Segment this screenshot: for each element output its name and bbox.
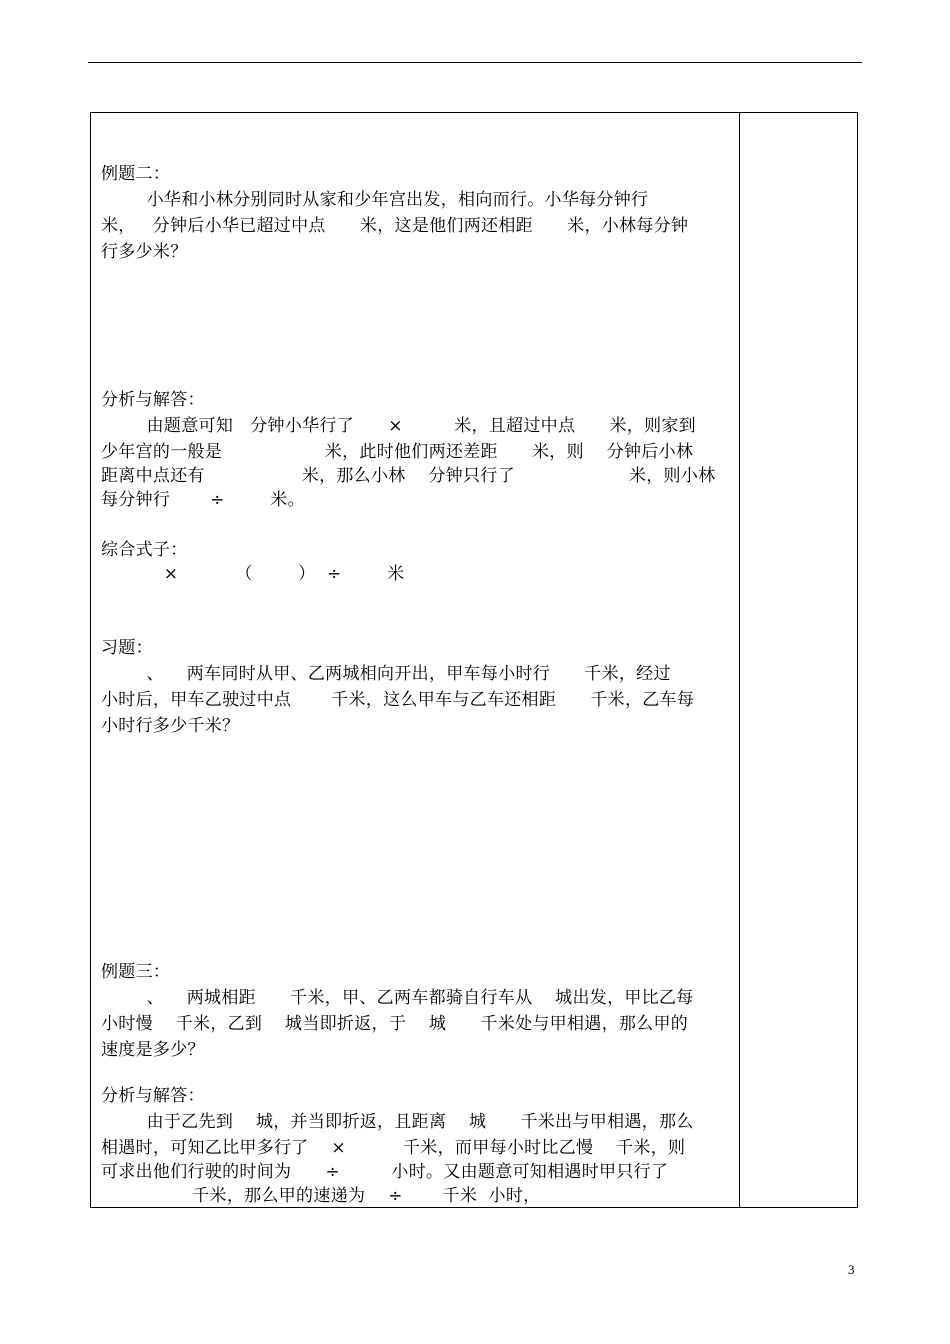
notes-column (740, 113, 857, 1207)
formula-heading: 综合式子： (101, 540, 188, 560)
example3-problem-line: 速度是多少？ (101, 1040, 205, 1060)
example3-problem-line: 小时慢 千米，乙到 城当即折返，于 城 千米处与甲相遇，那么甲的 (101, 1014, 689, 1034)
header-rule (88, 62, 862, 63)
page-number: 3 (848, 1262, 855, 1277)
example2-problem-line: 小华和小林分别同时从家和少年宫出发，相向而行。小华每分钟行 (101, 190, 649, 210)
example3-problem-line: 、 两城相距 千米，甲、乙两车都骑自行车从 城出发，甲比乙每 (101, 988, 694, 1008)
example2-problem-line: 行多少米？ (101, 242, 188, 262)
example2-analysis-heading: 分析与解答： (101, 390, 205, 410)
example2-analysis-line: 少年宫的一般是 米，此时他们两还差距 米，则 分钟后小林 (101, 442, 694, 462)
example2-problem-line: 米， 分钟后小华已超过中点 米，这是他们两还相距 米，小林每分钟 (101, 216, 689, 236)
exercise-heading: 习题： (101, 638, 153, 658)
exercise-line: 、 两车同时从甲、乙两城相向开出，甲车每小时行 千米，经过 (101, 664, 671, 684)
example2-analysis-line: 由题意可知 分钟小华行了 × 米，且超过中点 米，则家到 (101, 416, 696, 436)
content-table (90, 112, 858, 1208)
example2-analysis-line: 距离中点还有 米，那么小林 分钟只行了 米，则小林 (101, 466, 716, 486)
example2-heading: 例题二： (101, 164, 171, 184)
exercise-line: 小时行多少千米？ (101, 716, 240, 736)
example2-analysis-line: 每分钟行 ÷ 米。 (101, 490, 305, 510)
example3-analysis-heading: 分析与解答： (101, 1086, 205, 1106)
example3-analysis-line: 可求出他们行驶的时间为 ÷ 小时。又由题意可知相遇时甲只行了 (101, 1162, 669, 1182)
example3-heading: 例题三： (101, 962, 171, 982)
example3-analysis-line: 千米，那么甲的速递为 ÷ 千米 小时， (101, 1186, 541, 1206)
exercise-line: 小时后，甲车乙驶过中点 千米，这么甲车与乙车还相距 千米，乙车每 (101, 690, 695, 710)
example3-analysis-line: 相遇时，可知乙比甲多行了 × 千米，而甲每小时比乙慢 千米，则 (101, 1138, 686, 1158)
main-column (101, 113, 733, 1207)
formula-line: × （ ） ÷ 米 (101, 564, 405, 584)
example3-analysis-line: 由于乙先到 城，并当即折返，且距离 城 千米出与甲相遇，那么 (101, 1112, 694, 1132)
